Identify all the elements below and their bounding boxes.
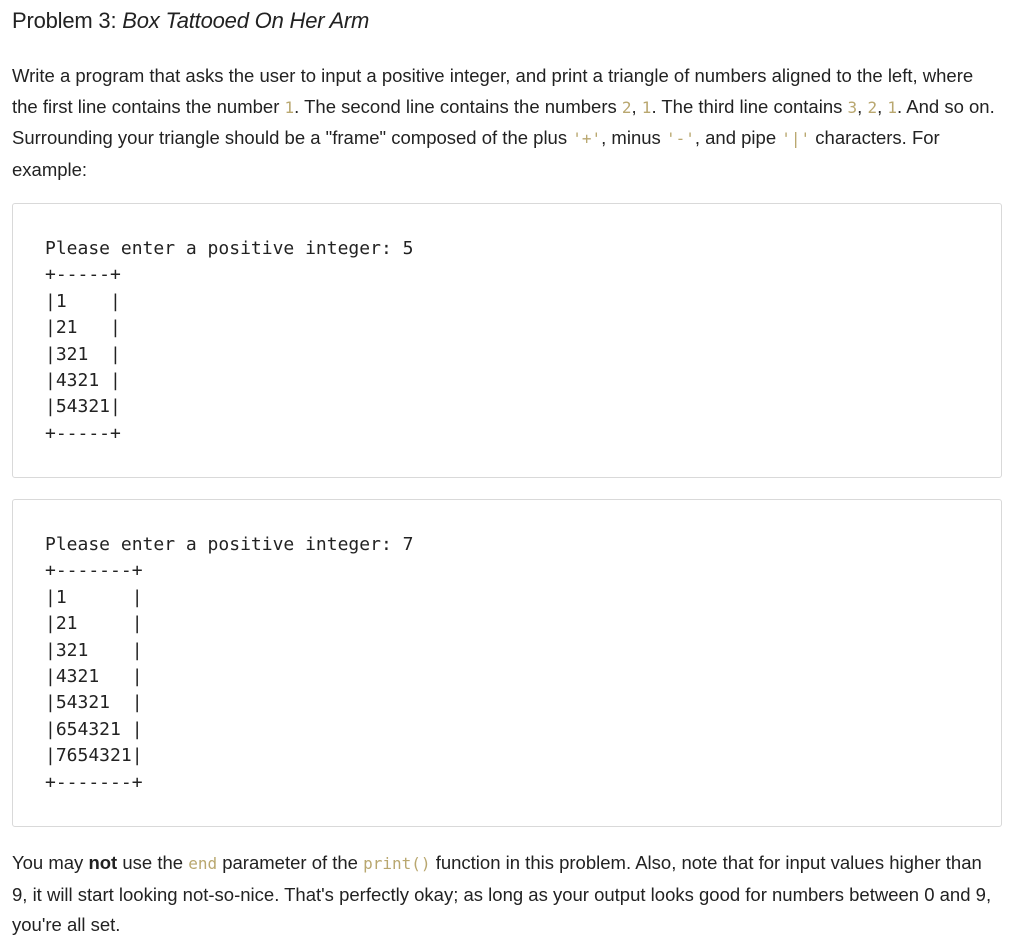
outro-text: use the xyxy=(117,852,189,873)
emphasis-not: not xyxy=(88,852,118,873)
intro-text: characters. For example: xyxy=(12,127,940,180)
problem-heading xyxy=(12,8,369,34)
inline-code: '+' xyxy=(572,129,602,148)
heading-prefix: Problem 3: xyxy=(12,8,123,33)
inline-code: '|' xyxy=(781,129,811,148)
intro-text: , minus xyxy=(601,127,666,148)
inline-code: 2 xyxy=(867,97,878,117)
outro-text: parameter of the xyxy=(217,852,364,873)
intro-text: Write a program that asks the user to input a positive integer, and print a triangle of numbers aligned to the left, where the first line contains the number xyxy=(12,65,974,117)
intro-text: , xyxy=(631,95,642,117)
inline-code: 3 xyxy=(847,97,858,117)
inline-code: 1 xyxy=(887,97,897,117)
inline-code: end xyxy=(188,854,218,873)
example-output-box-1 xyxy=(12,203,1002,478)
example-output-2: Please enter a positive integer: 7 +-------+ |1 | |21 | |321 | |4321 | |54321 | |654321 | |7654321| +-------+ xyxy=(45,534,414,793)
intro-paragraph xyxy=(12,61,1002,185)
outro-text: function in this problem. Also, note that for input values higher than 9, it will start looking not-so-nice. That's perfectly okay; as long as your output looks good for numbers between 0 and 9, you're all set. xyxy=(12,852,992,935)
intro-text: , and pipe xyxy=(694,127,782,148)
example-output-box-2 xyxy=(12,499,1002,827)
inline-code: 1 xyxy=(284,97,295,117)
inline-code: 2 xyxy=(621,97,632,117)
intro-text: , xyxy=(857,95,868,117)
intro-text: . The second line contains the numbers xyxy=(294,95,622,117)
example-output-1: Please enter a positive integer: 5 +-----+ |1 | |21 | |321 | |4321 | |54321| +-----+ xyxy=(45,238,414,444)
inline-code: print() xyxy=(363,854,431,873)
inline-code: 1 xyxy=(641,97,652,117)
outro-paragraph xyxy=(12,848,1002,941)
inline-code: '-' xyxy=(665,129,695,148)
intro-text: . The third line contains xyxy=(651,95,848,117)
problem-title: Box Tattooed On Her Arm xyxy=(122,8,370,33)
intro-text: , xyxy=(877,95,888,117)
outro-text: You may xyxy=(12,852,89,873)
intro-text: . And so on. Surrounding your triangle should be a "frame" composed of the plus xyxy=(12,95,995,148)
